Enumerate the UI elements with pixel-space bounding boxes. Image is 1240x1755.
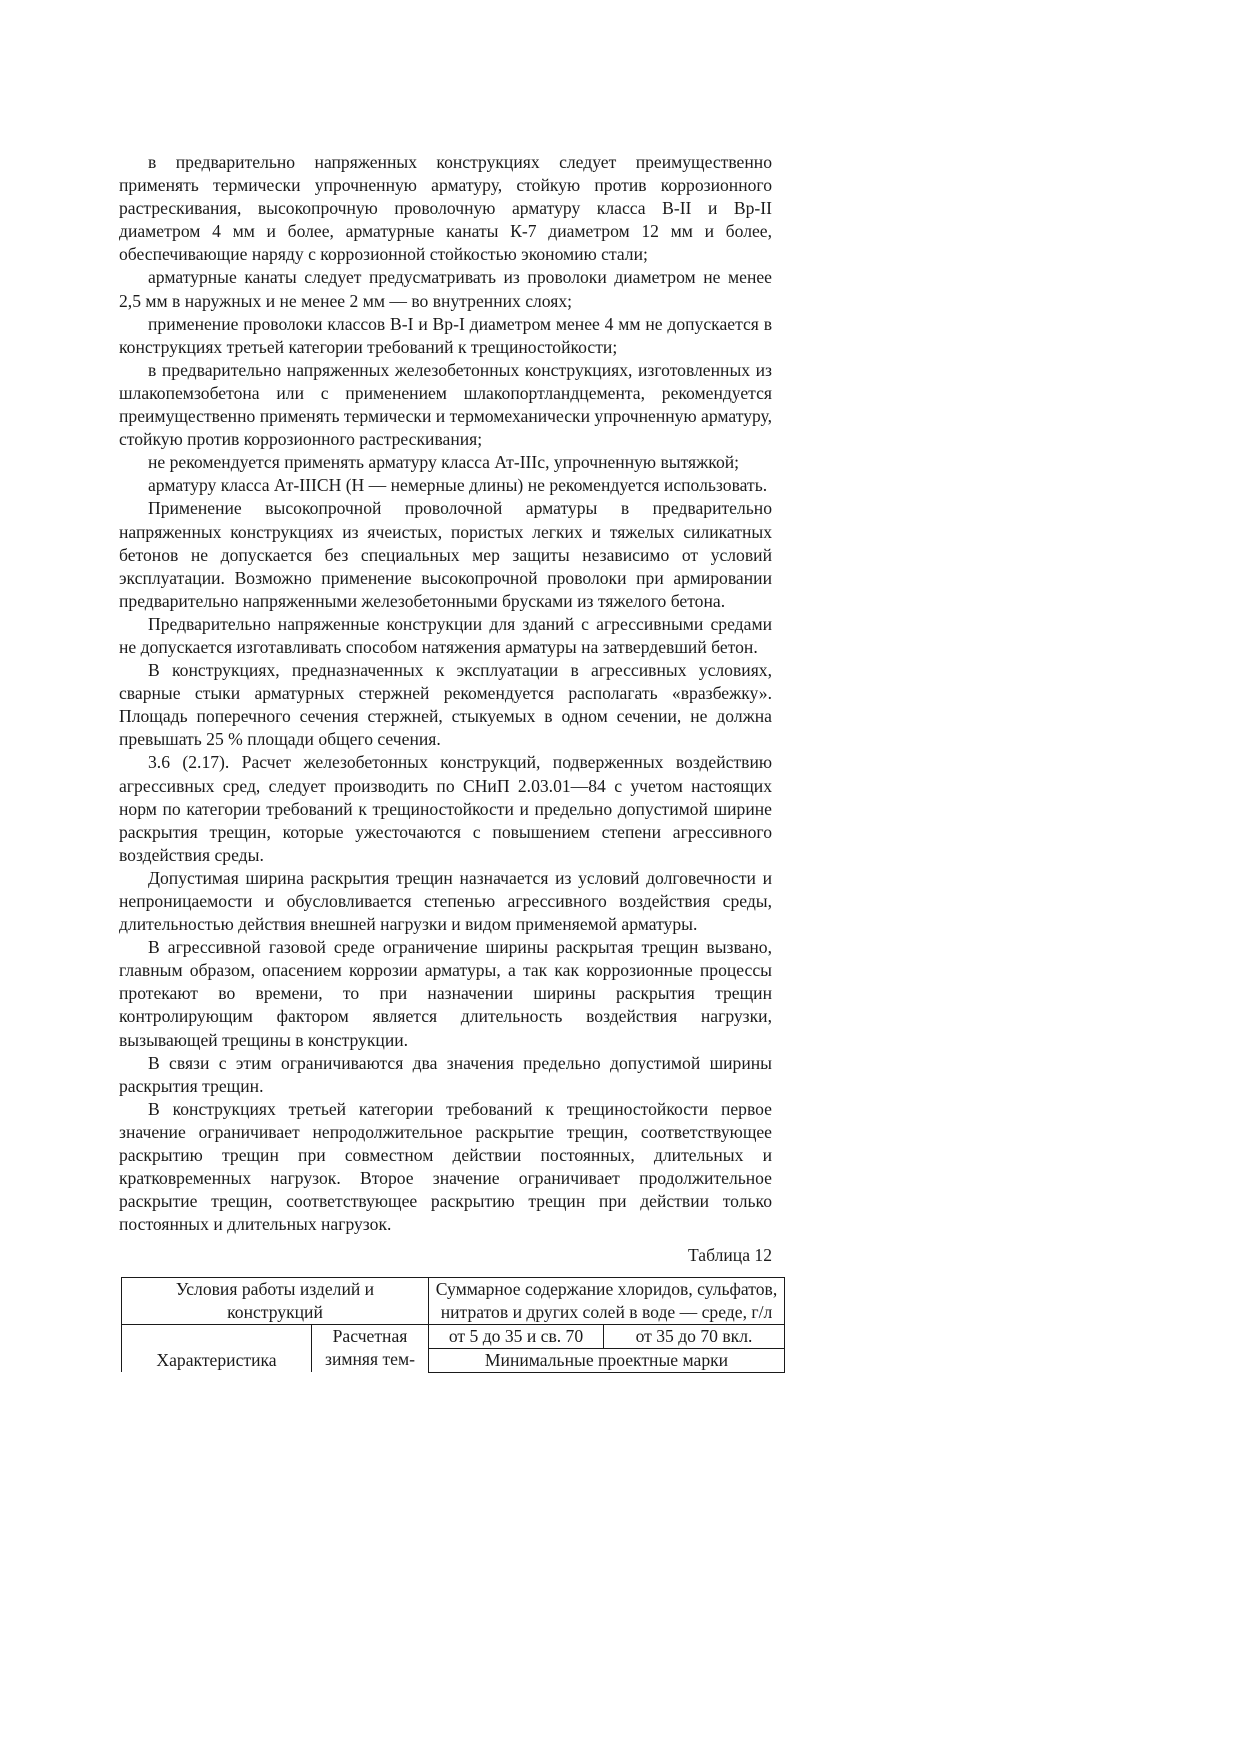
min-grades-cell: Минимальные проектные марки (429, 1348, 785, 1372)
header-conditions-cell: Условия работы изделий и конструкций (122, 1277, 429, 1324)
range-cell: от 5 до 35 и св. 70 (429, 1324, 604, 1348)
table-header-row (122, 1277, 785, 1324)
temperature-cell: Расчетная зимняя тем- (312, 1324, 429, 1372)
document-page (119, 151, 778, 1373)
paragraph: Предварительно напряженные конструкции для зданий с агрессивными средами не допускается изготавливать способом натяжения арматуры на затвердевший бетон. (119, 613, 772, 657)
paragraph: арматурные канаты следует предусматривать из проволоки диаметром не менее 2,5 мм в наружных и не менее 2 мм — во внутренних слоях; (119, 267, 772, 311)
range-cell: от 35 до 70 вкл. (604, 1324, 785, 1348)
paragraph: применение проволоки классов В-I и Вр-I диаметром менее 4 мм не допускается в конструкциях третьей категории требований к трещиностойкости; (119, 313, 772, 357)
paragraph: в предварительно напряженных железобетонных конструкциях, изготовленных из шлакопемзобетона или с применением шлакопортландцемента, рекомендуется преимущественно применять термически и термомеханически упрочненную арматуру, стойкую против коррозионного растрескивания; (119, 359, 772, 450)
paragraph: В агрессивной газовой среде ограничение ширины раскрытая трещин вызвано, главным образом, опасением коррозии арматуры, а так как коррозионные процессы протекают во времени, то при назначении ширины раскрытия трещин контролирующим фактором является длительность воздействия нагрузки, вызывающей трещины в конструкции. (119, 937, 772, 1050)
paragraph: не рекомендуется применять арматуру класса Ат-IIIс, упрочненную вытяжкой; (148, 452, 740, 473)
header-salt-content-cell: Суммарное содержание хлоридов, сульфатов, нитратов и других солей в воде — среде, г/л (429, 1277, 785, 1324)
paragraph: арматуру класса Ат-IIIСН (Н — немерные длины) не рекомендуется использовать. (148, 475, 768, 496)
requirements-table (121, 1277, 785, 1373)
table-subheader-row (122, 1324, 785, 1348)
table-caption: Таблица 12 (687, 1245, 772, 1266)
paragraph: В конструкциях третьей категории требований к трещиностойкости первое значение ограничивает непродолжительное раскрытие трещин, соответствующее раскрытию трещин при совместном действии постоянных, длительных и кратковременных нагрузок. Второе значение ограничивает продолжительное раскрытие трещин, соответствующее раскрытию трещин при действии только постоянных и длительных нагрузок. (119, 1098, 772, 1235)
characteristic-cell: Характеристика (122, 1324, 312, 1372)
paragraph: Применение высокопрочной проволочной арматуры в предварительно напряженных конструкциях из ячеистых, пористых легких и тяжелых силикатных бетонов не допускается без специальных мер защиты независимо от условий эксплуатации. Возможно применение высокопрочной проволоки при армировании предварительно напряженными железобетонными брусками из тяжелого бетона. (119, 498, 772, 611)
paragraph: В конструкциях, предназначенных к эксплуатации в агрессивных условиях, сварные стыки арматурных стержней рекомендуется располагать «вразбежку». Площадь поперечного сечения стержней, стыкуемых в одном сечении, не должна превышать 25 % площади общего сечения. (119, 660, 772, 750)
paragraph: Допустимая ширина раскрытия трещин назначается из условий долговечности и непроницаемости и обусловливается степенью агрессивного воздействия среды, длительностью действия внешней нагрузки и видом применяемой арматуры. (119, 867, 772, 935)
paragraph: 3.6 (2.17). Расчет железобетонных конструкций, подверженных воздействию агрессивных сред, следует производить по СНиП 2.03.01—84 с учетом настоящих норм по категории требований к трещиностойкости и предельно допустимой ширине раскрытия трещин, которые ужесточаются с повышением степени агрессивного воздействия среды. (119, 752, 772, 865)
paragraph: В связи с этим ограничиваются два значения предельно допустимой ширины раскрытия трещин. (119, 1052, 772, 1096)
paragraph: в предварительно напряженных конструкциях следует преимущественно применять термически упрочненную арматуру, стойкую против коррозионного растрескивания, высокопрочную проволочную арматуру класса В-II и Вр-II диаметром 4 мм и более, арматурные канаты К-7 диаметром 12 мм и более, обеспечивающие наряду с коррозионной стойкостью экономию стали; (119, 152, 772, 265)
